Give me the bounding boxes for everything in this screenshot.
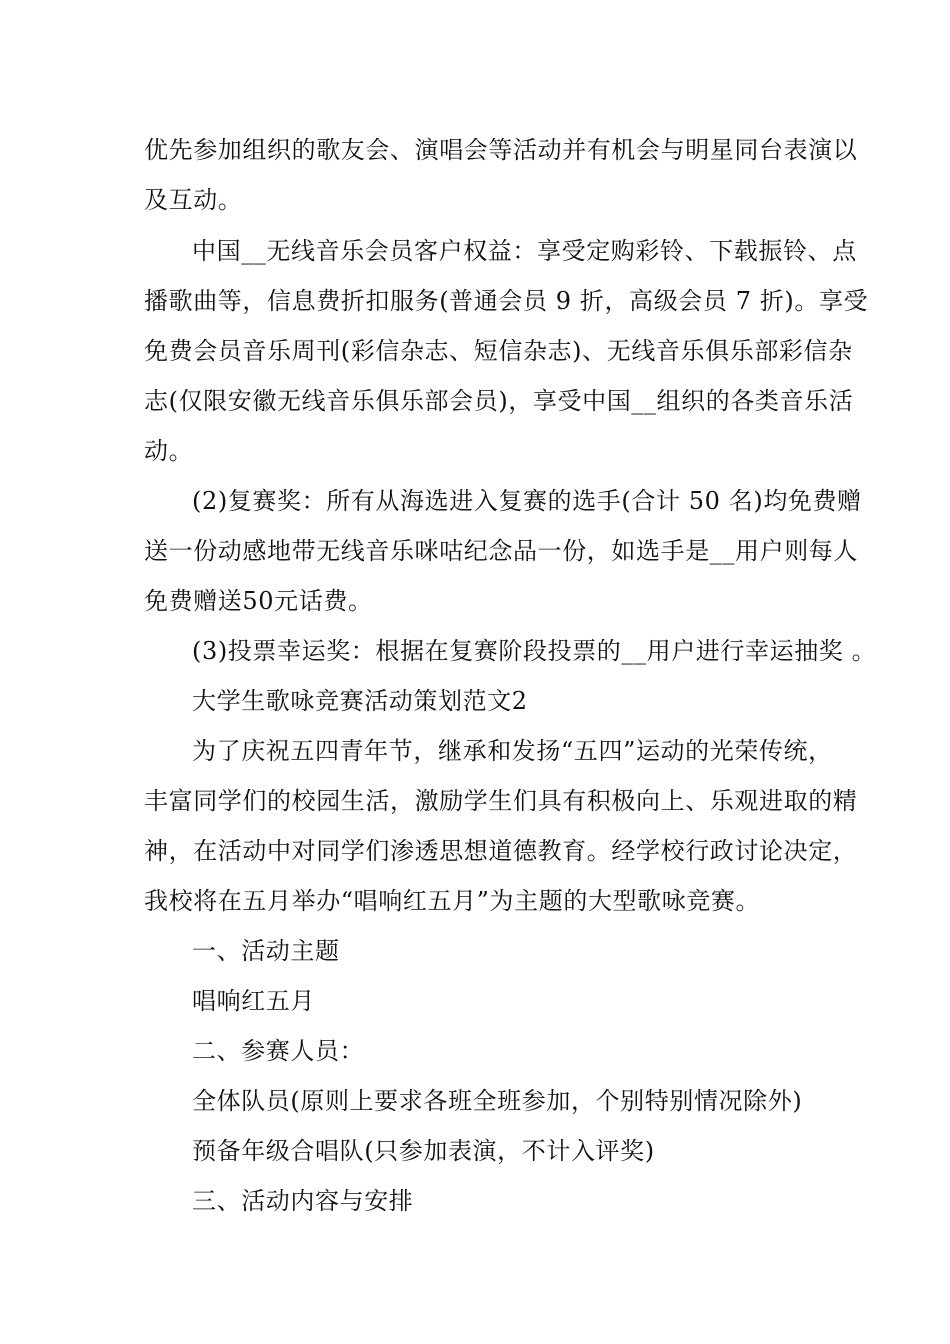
paragraph-line: 我校将在五月举办“唱响红五月”为主题的大型歌咏竞赛。	[144, 887, 761, 915]
paragraph-line: 免费会员音乐周刊(彩信杂志、短信杂志)、无线音乐俱乐部彩信杂	[144, 337, 853, 365]
paragraph-line: 播歌曲等，信息费折扣服务(普通会员 9 折，高级会员 7 折)。享受	[144, 287, 869, 315]
paragraph-line: (3)投票幸运奖：根据在复赛阶段投票的__用户进行幸运抽奖 。	[192, 637, 877, 665]
paragraph-line: 志(仅限安徽无线音乐俱乐部会员)，享受中国__组织的各类音乐活	[144, 387, 854, 415]
paragraph-line: 动。	[144, 437, 194, 465]
section-heading: 三、活动内容与安排	[192, 1187, 414, 1215]
paragraph-line: 为了庆祝五四青年节，继承和发扬“五四”运动的光荣传统，	[192, 737, 833, 765]
paragraph-line: (2)复赛奖：所有从海选进入复赛的选手(合计 50 名)均免费赠	[192, 487, 862, 515]
section-heading: 二、参赛人员：	[192, 1037, 365, 1065]
paragraph-line: 预备年级合唱队(只参加表演，不计入评奖)	[192, 1137, 655, 1165]
paragraph-line: 中国__无线音乐会员客户权益：享受定购彩铃、下载振铃、点	[192, 237, 857, 265]
paragraph-line: 唱响红五月	[192, 987, 315, 1015]
paragraph-line: 及互动。	[144, 186, 243, 214]
section-heading: 一、活动主题	[192, 937, 340, 965]
section-heading: 大学生歌咏竞赛活动策划范文2	[192, 687, 528, 715]
paragraph-line: 免费赠送50元话费。	[144, 587, 373, 615]
paragraph-line: 丰富同学们的校园生活，激励学生们具有积极向上、乐观进取的精	[144, 787, 858, 815]
paragraph-line: 神，在活动中对同学们渗透思想道德教育。经学校行政讨论决定，	[144, 837, 858, 865]
paragraph-line: 全体队员(原则上要求各班全班参加，个别特别情况除外)	[192, 1087, 803, 1115]
paragraph-line: 优先参加组织的歌友会、演唱会等活动并有机会与明星同台表演以	[144, 136, 858, 164]
paragraph-line: 送一份动感地带无线音乐咪咕纪念品一份，如选手是__用户则每人	[144, 537, 858, 565]
